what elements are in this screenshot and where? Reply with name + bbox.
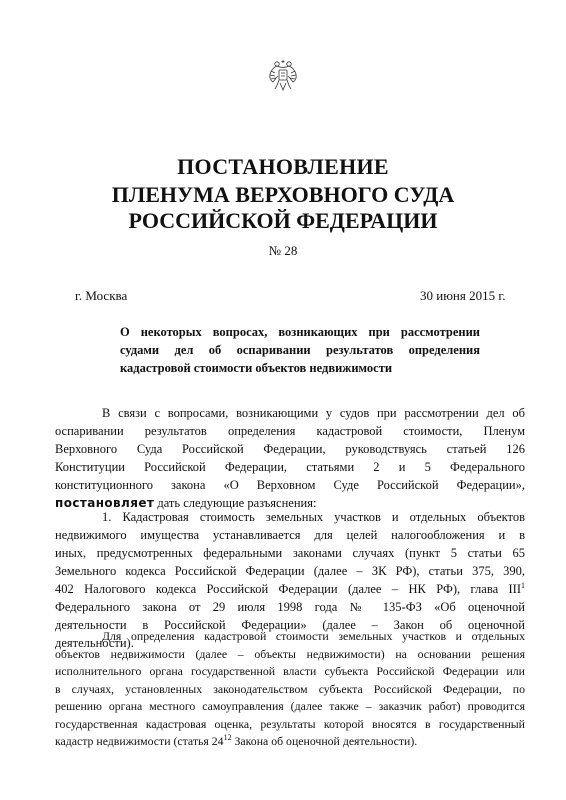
preamble-paragraph [55,404,525,512]
decree-word: постановляет [55,496,155,510]
text-fragment: кадастр недвижимости (статья 24 [55,734,224,748]
text-line: Федерального закона от 29 июля 1998 года № 135-ФЗ «Об оценочной [55,600,525,614]
issuer-title-line1: ПЛЕНУМА ВЕРХОВНОГО СУДА [111,182,455,207]
text-line: оспаривании результатов определения кадастровой стоимости, Пленум [55,424,525,438]
place-of-issue: г. Москва [75,288,128,303]
superscript: 1 [521,580,525,590]
superscript: 12 [223,733,232,743]
text-line: деятельности). [55,636,134,650]
text-line: решению органа местного самоуправления (далее также – заказчик работ) проводится [55,699,525,713]
text-line: недвижимого имущества устанавливается для целей налогообложения и в [55,528,525,542]
text-fragment: Закона об оценочной деятельности). [231,734,418,748]
document-title: ПОСТАНОВЛЕНИЕ [177,154,389,179]
text-fragment: дать следующие разъяснения: [154,496,317,510]
document-number: № 28 [268,243,298,258]
text-line: Конституции Российской Федерации, статьями 2 и 5 Федерального [55,460,525,474]
russian-coat-of-arms-icon [268,58,298,92]
text-line: конституционного закона «О Верховном Суде Российской Федерации», [55,478,525,492]
text-line: В связи с вопросами, возникающими у судов при рассмотрении дел об [102,406,525,420]
subject-line: судами дел об оспаривании результатов определения [120,343,480,357]
text-line: деятельности в Российской Федерации» (далее – Закон об оценочной [55,618,525,632]
text-line: государственная кадастровая оценка, результаты которой вносятся в государственный [55,716,525,731]
text-fragment: 402 Налогового кодекса Российской Федерации (далее – НК РФ), глава III [55,582,521,596]
text-line: в случаях, установленных законодательством субъекта Российской Федерации, по [55,681,525,696]
text-line: Верховного Суда Российской Федерации, руководствуясь статьей 126 [55,442,525,456]
subject-line: кадастровой стоимости объектов недвижимости [120,361,393,375]
text-line [55,733,525,751]
subject-line: О некоторых вопросах, возникающих при рассмотрении [120,325,480,339]
date-of-issue: 30 июня 2015 г. [420,288,506,303]
text-line [55,580,525,598]
text-line: исполнительного органа государственной власти субъекта Российской Федерации или [55,664,525,678]
text-line: 1. Кадастровая стоимость земельных участков и отдельных объектов [102,510,525,524]
issuer-title-line2: РОССИЙСКОЙ ФЕДЕРАЦИИ [128,208,438,233]
text-line: Для определения кадастровой стоимости земельных участков и отдельных [102,629,525,643]
text-line: Земельного кодекса Российской Федерации (далее – ЗК РФ), статьи 375, 390, [55,564,525,578]
paragraph-2 [55,628,525,751]
text-line: иных, предусмотренных федеральными законами случаях (пункт 5 статьи 65 [55,546,525,560]
document-subject [120,323,480,377]
text-line: объектов недвижимости (далее – объекты недвижимости) на основании решения [55,646,525,661]
